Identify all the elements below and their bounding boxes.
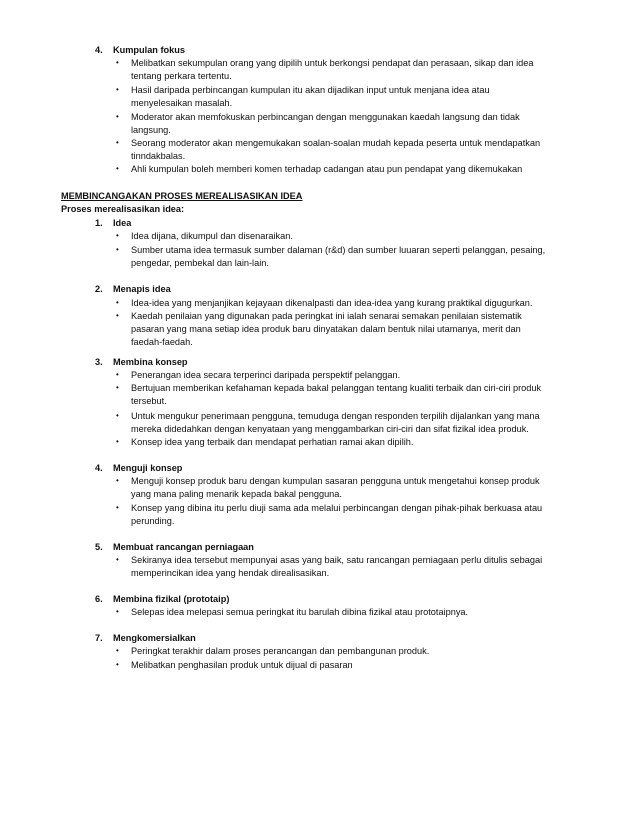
bullet-icon: •	[116, 476, 119, 485]
step-4-bullet-2-line-1: Konsep yang dibina itu perlu diuji sama ada melalui perbincangan dengan pihak-pihak berkuasa atau	[131, 503, 543, 513]
step-title: Membuat rancangan perniagaan	[113, 542, 254, 552]
bullet-icon: •	[116, 85, 119, 94]
intro-bullet-2-line-2: menyelesaikan masalah.	[131, 98, 233, 108]
step-title: Menapis idea	[113, 284, 171, 294]
intro-bullet-5-line-1: Ahli kumpulan boleh memberi komen terhadap cadangan atau pun pendapat yang dikemukakan	[131, 164, 523, 174]
intro-bullet-1-line-1: Melibatkan sekumpulan orang yang dipilih untuk berkongsi pendapat dan perasaan, sikap dan idea	[131, 58, 534, 68]
step-3-bullet-2-line-2: tersebut.	[131, 396, 167, 406]
step-4-bullet-2-line-2: perunding.	[131, 516, 175, 526]
step-number: 5.	[95, 542, 103, 552]
bullet-icon: •	[116, 383, 119, 392]
bullet-icon: •	[116, 660, 119, 669]
step-7-bullet-1-line-1: Peringkat terakhir dalam proses perancangan dan pembangunan produk.	[131, 646, 430, 656]
bullet-icon: •	[116, 370, 119, 379]
step-title: Menguji konsep	[113, 463, 183, 473]
bullet-icon: •	[116, 503, 119, 512]
step-3-bullet-1-line-1: Penerangan idea secara terperinci daripada perspektif pelanggan.	[131, 370, 401, 380]
step-4-bullet-1-line-2: yang mana paling menarik kepada bakal pengguna.	[131, 489, 342, 499]
intro-bullet-2-line-1: Hasil daripada perbincangan kumpulan itu akan dijadikan input untuk menjana idea atau	[131, 85, 490, 95]
section-heading: MEMBINCANGAKAN PROSES MEREALISASIKAN IDEA	[61, 191, 303, 201]
step-number: 4.	[95, 463, 103, 473]
bullet-icon: •	[116, 58, 119, 67]
step-3-bullet-3-line-2: mereka didedahkan dengan kenyataan yang menggambarkan ciri-ciri dan sifat fizikal idea produk.	[131, 424, 529, 434]
step-number: 1.	[95, 218, 103, 228]
intro-number: 4.	[95, 45, 103, 55]
step-2-bullet-1-line-1: Idea-idea yang menjanjikan kejayaan dikenalpasti dan idea-idea yang kurang praktikal digugurkan.	[131, 298, 533, 308]
step-2-bullet-2-line-2: pasaran yang mana setiap idea produk baru dinyatakan dalam bentuk nilai utamanya, merit dan	[131, 324, 521, 334]
intro-bullet-1-line-2: tentang perkara tertentu.	[131, 71, 232, 81]
step-5-bullet-1-line-2: memperincikan idea yang hendak direalisasikan.	[131, 568, 330, 578]
intro-bullet-4-line-2: tinndakbalas.	[131, 151, 186, 161]
step-3-bullet-3-line-1: Untuk mengukur penerimaan pengguna, temuduga dengan responden terpilih dijalankan yang mana	[131, 411, 540, 421]
step-2-bullet-2-line-3: faedah-faedah.	[131, 337, 193, 347]
step-title: Mengkomersialkan	[113, 633, 196, 643]
bullet-icon: •	[116, 298, 119, 307]
step-3-bullet-4-line-1: Konsep idea yang terbaik dan mendapat perhatian ramai akan dipilih.	[131, 437, 414, 447]
step-number: 2.	[95, 284, 103, 294]
step-5-bullet-1-line-1: Sekiranya idea tersebut mempunyai asas yang baik, satu rancangan perniagaan perlu ditulis sebagai	[131, 555, 543, 565]
bullet-icon: •	[116, 311, 119, 320]
intro-bullet-4-line-1: Seorang moderator akan mengemukakan soalan-soalan mudah kepada peserta untuk mendapatkan	[131, 138, 541, 148]
step-title: Idea	[113, 218, 132, 228]
step-6-bullet-1-line-1: Selepas idea melepasi semua peringkat itu barulah dibina fizikal atau prototaipnya.	[131, 607, 469, 617]
bullet-icon: •	[116, 231, 119, 240]
bullet-icon: •	[116, 245, 119, 254]
bullet-icon: •	[116, 646, 119, 655]
step-number: 3.	[95, 357, 103, 367]
section-subheading: Proses merealisasikan idea:	[61, 204, 185, 214]
step-number: 6.	[95, 594, 103, 604]
step-title: Membina fizikal (prototaip)	[113, 594, 230, 604]
step-2-bullet-2-line-1: Kaedah penilaian yang digunakan pada peringkat ini ialah senarai semakan penilaian sistematik	[131, 311, 522, 321]
bullet-icon: •	[116, 411, 119, 420]
step-1-bullet-2-line-2: pengedar, pembekal dan lain-lain.	[131, 258, 269, 268]
step-1-bullet-2-line-1: Sumber utama idea termasuk sumber dalaman (r&d) dan sumber luuaran seperti pelanggan, pesaing,	[131, 245, 546, 255]
step-1-bullet-1-line-1: Idea dijana, dikumpul dan disenaraikan.	[131, 231, 293, 241]
step-title: Membina konsep	[113, 357, 188, 367]
intro-bullet-3-line-1: Moderator akan memfokuskan perbincangan dengan menggunakan kaedah langsung dan tidak	[131, 112, 520, 122]
step-number: 7.	[95, 633, 103, 643]
bullet-icon: •	[116, 437, 119, 446]
bullet-icon: •	[116, 607, 119, 616]
bullet-icon: •	[116, 138, 119, 147]
intro-title: Kumpulan fokus	[113, 45, 185, 55]
bullet-icon: •	[116, 164, 119, 173]
bullet-icon: •	[116, 112, 119, 121]
step-4-bullet-1-line-1: Menguji konsep produk baru dengan kumpulan sasaran pengguna untuk mengetahui konsep produk	[131, 476, 540, 486]
intro-bullet-3-line-2: langsung.	[131, 125, 171, 135]
bullet-icon: •	[116, 555, 119, 564]
step-7-bullet-2-line-1: Melibatkan penghasilan produk untuk dijual di pasaran	[131, 660, 353, 670]
step-3-bullet-2-line-1: Bertujuan memberikan kefahaman kepada bakal pelanggan tentang kualiti terbaik dan ciri-ciri produk	[131, 383, 542, 393]
